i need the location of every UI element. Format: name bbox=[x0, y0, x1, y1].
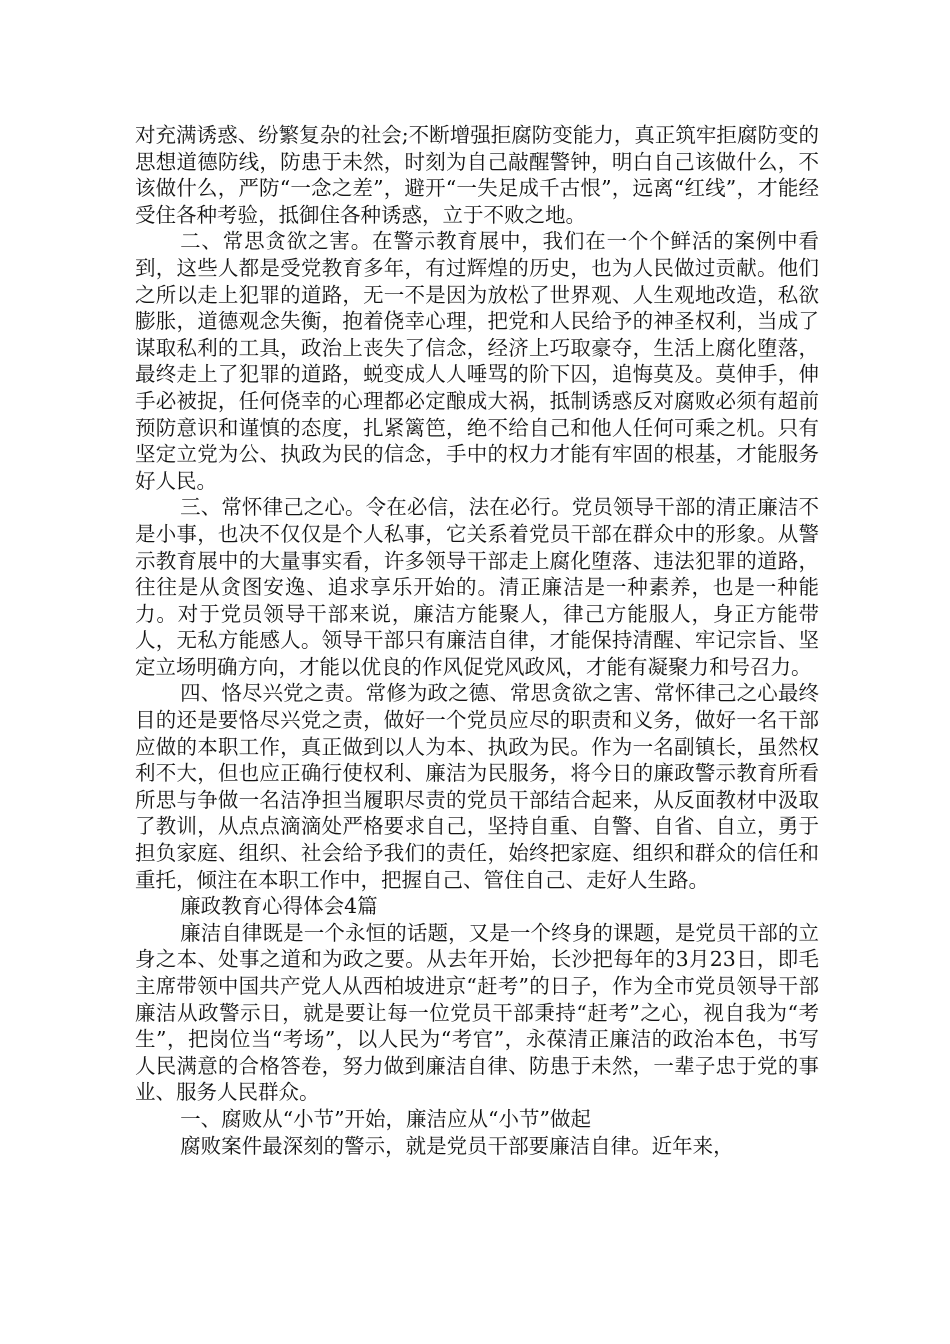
paragraph-section-two: 二、常思贪欲之害。在警示教育展中，我们在一个个鲜活的案例中看到，这些人都是受党教育多年，有过辉煌的历史，也为人民做过贡献。他们之所以走上犯罪的道路，无一不是因为放松了世界观、人生观地改造，私欲膨胀，道德观念失衡，抱着侥幸心理，把党和人民给予的神圣权利，当成了谋取私利的工具，政治上丧失了信念，经济上巧取豪夺，生活上腐化堕落，最终走上了犯罪的道路，蜕变成人人唾骂的阶下囚，追悔莫及。莫伸手，伸手必被捉，任何侥幸的心理都必定酿成大祸，抵制诱惑反对腐败必须有超前预防意识和谨慎的态度，扎紧篱笆，绝不给自己和他人任何可乘之机。只有坚定立党为公、执政为民的信念，手中的权力才能有牢固的根基，才能服务好人民。 bbox=[135, 229, 819, 493]
paragraph-section-three: 三、常怀律己之心。令在必信，法在必行。党员领导干部的清正廉洁不是小事，也决不仅仅是个人私事，它关系着党员干部在群众中的形象。从警示教育展中的大量事实看，许多领导干部走上腐化堕落、违法犯罪的道路，往往是从贪图安逸、追求享乐开始的。清正廉洁是一种素养，也是一种能力。对于党员领导干部来说，廉洁方能聚人，律己方能服人，身正方能带人，无私方能感人。领导干部只有廉洁自律，才能保持清醒、牢记宗旨、坚定立场明确方向，才能以优良的作风促党风政风，才能有凝聚力和号召力。 bbox=[135, 495, 819, 679]
document-body bbox=[135, 122, 819, 1159]
section-heading-one: 一、腐败从“小节”开始，廉洁应从“小节”做起 bbox=[180, 1106, 592, 1131]
paragraph-continuation: 对充满诱惑、纷繁复杂的社会;不断增强拒腐防变能力，真正筑牢拒腐防变的思想道德防线，防患于未然，时刻为自己敲醒警钟，明白自己该做什么，不该做什么，严防“一念之差”，避开“一失足成千古恨”，远离“红线”，才能经受住各种考验，抵御住各种诱惑，立于不败之地。 bbox=[135, 123, 819, 227]
paragraph-intro: 廉洁自律既是一个永恒的话题，又是一个终身的课题，是党员干部的立身之本、处事之道和为政之要。从去年开始，长沙把每年的3月23日，即毛主席带领中国共产党人从西柏坡进京“赶考”的日子，作为全市党员领导干部廉洁从政警示日，就是要让每一位党员干部秉持“赶考”之心，视自我为“考生”，把岗位当“考场”，以人民为“考官”，永葆清正廉洁的政治本色，书写人民满意的合格答卷，努力做到廉洁自律、防患于未然，一辈子忠于党的事业、服务人民群众。 bbox=[135, 920, 819, 1105]
paragraph-section-one-start: 腐败案件最深刻的警示，就是党员干部要廉洁自律。近年来， bbox=[180, 1133, 734, 1158]
paragraph-section-four: 四、恪尽兴党之责。常修为政之德、常思贪欲之害、常怀律己之心最终目的还是要恪尽兴党之责，做好一个党员应尽的职责和义务，做好一名干部应做的本职工作，真正做到以人为本、执政为民。作为一名副镇长，虽然权利不大，但也应正确行使权利、廉洁为民服务，将今日的廉政警示教育所看所思与争做一名洁净担当履职尽责的党员干部结合起来，从反面教材中汲取了教训，从点点滴滴处严格要求自己，坚持自重、自警、自省、自立，勇于担负家庭、组织、社会给予我们的责任，始终把家庭、组织和群众的信任和重托，倾注在本职工作中，把握自己、管住自己、走好人生路。 bbox=[135, 681, 819, 892]
article-title: 廉政教育心得体会4篇 bbox=[180, 894, 378, 919]
